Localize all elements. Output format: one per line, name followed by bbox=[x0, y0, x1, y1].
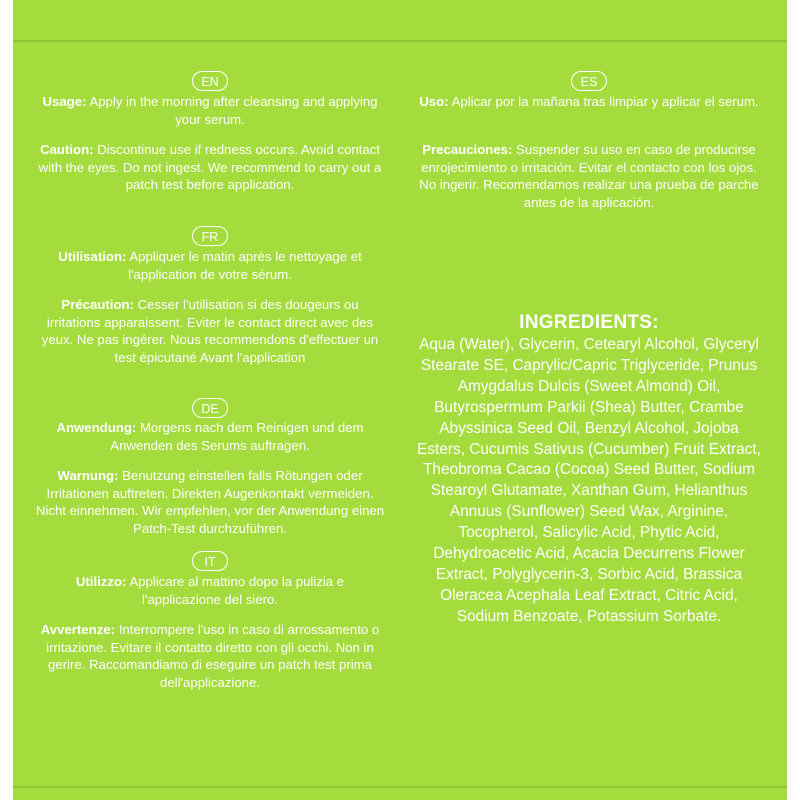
lang-badge-es: ES bbox=[571, 71, 607, 91]
caution-de-label: Warnung: bbox=[57, 468, 119, 483]
usage-it-text: Applicare al mattino dopo la pulizia e l'applicazione del siero. bbox=[126, 574, 345, 607]
usage-es bbox=[414, 93, 764, 111]
usage-es-label: Uso: bbox=[419, 94, 449, 109]
lang-badge-en: EN bbox=[192, 71, 228, 91]
caution-es bbox=[414, 141, 764, 211]
usage-fr bbox=[35, 248, 385, 283]
caution-it-label: Avvertenze: bbox=[40, 622, 116, 637]
lang-badge-de: DE bbox=[192, 398, 228, 418]
usage-en bbox=[35, 93, 385, 128]
usage-de bbox=[35, 419, 385, 454]
usage-fr-label: Utilisation: bbox=[58, 249, 127, 264]
lang-badge-it: IT bbox=[192, 551, 228, 571]
label-panel bbox=[13, 0, 787, 800]
caution-es-text: Suspender su uso en caso de producirse enrojecimiento o irritación. Evitar el contacto con los ojos. No ingerir. Recomendamos realizar una prueba de parche antes de la aplicación. bbox=[419, 142, 759, 210]
usage-es-text: Aplicar por la mañana tras limpiar y aplicar el serum. bbox=[448, 94, 759, 109]
caution-de-text: Benutzung einstellen falls Rötungen oder Irritationen auftreten. Direkten Augenkontakt vermeiden. Nicht einnehmen. Wir empfehlen, vor der Anwendung einen Patch-Test durchzuführen. bbox=[35, 468, 385, 536]
caution-en bbox=[35, 141, 385, 194]
caution-it bbox=[35, 621, 385, 691]
usage-de-label: Anwendung: bbox=[56, 420, 137, 435]
caution-fr-text: Cesser l'utilisation si des dougeurs ou irritations apparaissent. Eviter le contact direct avec des yeux. Ne pas ingérer. Nous recommendons d'effectuer un test épicutané Avant l'application bbox=[41, 297, 379, 365]
ingredients-list: Aqua (Water), Glycerin, Cetearyl Alcohol, Glyceryl Stearate SE, Caprylic/Capric Triglyceride, Prunus Amygdalus Dulcis (Sweet Almond) Oil, Butyrospermum Parkii (Shea) Butter, Crambe Abyssinica Seed Oil, Benzyl Alcohol, Jojoba Esters, Cucumis Sativus (Cucumber) Fruit Extract, Theobroma Cacao (Cocoa) Seed Butter, Sodium Stearoyl Glutamate, Xanthan Gum, Helianthus Annuus (Sunflower) Seed Wax, Arginine, Tocopherol, Salicylic Acid, Phytic Acid, Dehydroacetic Acid, Acacia Decurrens Flower Extract, Polyglycerin-3, Sorbic Acid, Brassica Oleracea Acephala Leaf Extract, Citric Acid, Sodium Benzoate, Potassium Sorbate. bbox=[417, 336, 761, 625]
caution-de bbox=[35, 467, 385, 537]
ingredients-title: INGREDIENTS: bbox=[519, 312, 659, 333]
usage-it bbox=[35, 573, 385, 608]
lang-badge-fr: FR bbox=[192, 226, 228, 246]
usage-fr-text: Appliquer le matin après le nettoyage et l'application de votre sérum. bbox=[126, 249, 362, 282]
caution-fr bbox=[35, 296, 385, 366]
usage-en-text: Apply in the morning after cleansing and applying your serum. bbox=[86, 94, 378, 127]
usage-en-label: Usage: bbox=[42, 94, 87, 109]
usage-de-text: Morgens nach dem Reinigen und dem Anwenden des Serums auftragen. bbox=[110, 420, 364, 453]
usage-it-label: Utilizzo: bbox=[75, 574, 127, 589]
caution-en-text: Discontinue use if redness occurs. Avoid contact with the eyes. Do not ingest. We recommend to carry out a patch test before application. bbox=[38, 142, 382, 192]
caution-fr-label: Précaution: bbox=[61, 297, 134, 312]
caution-en-label: Caution: bbox=[40, 142, 94, 157]
caution-it-text: Interrompere l'uso in caso di arrossamento o irritazione. Evitare il contatto diretto con gli occhi. Non in gerire. Raccomandiamo di eseguire un patch test prima dell'applicazione. bbox=[46, 622, 380, 690]
caution-es-label: Precauciones: bbox=[422, 142, 513, 157]
